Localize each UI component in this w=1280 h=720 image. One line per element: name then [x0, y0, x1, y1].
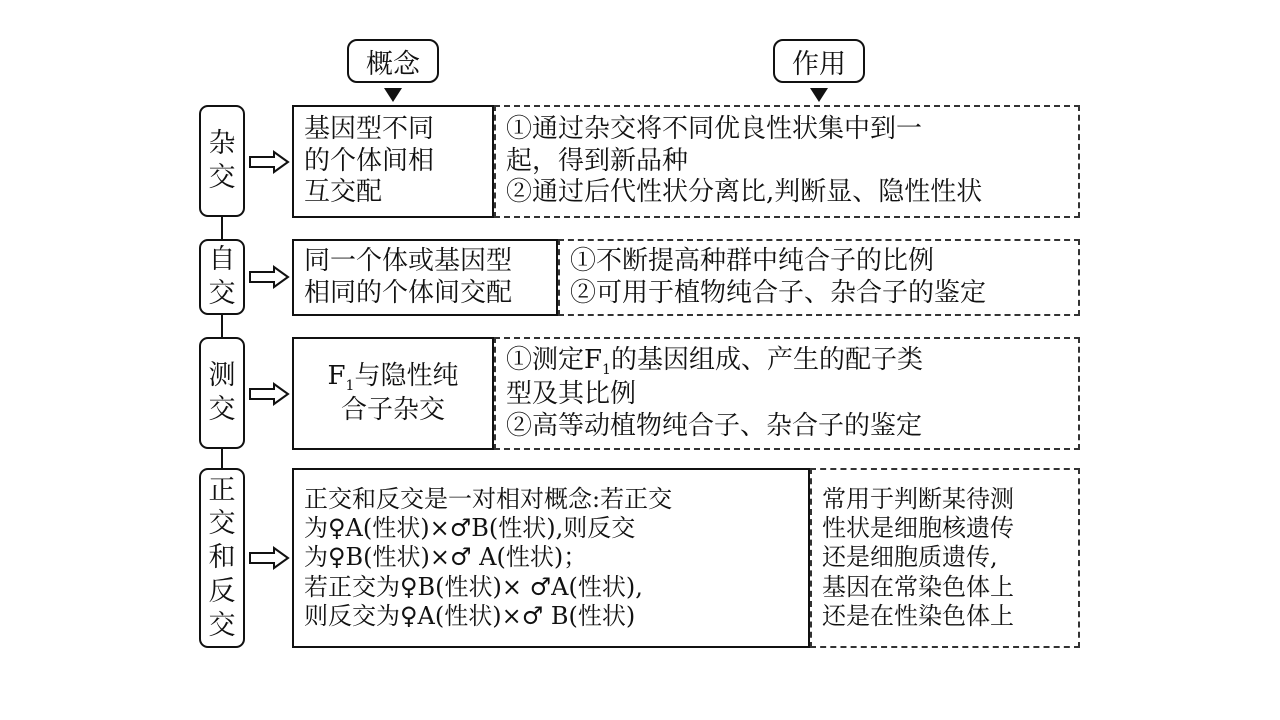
row-label-selfing: [199, 239, 245, 315]
concept-line: 为♀A(性状)×♂B(性状),则反交: [304, 514, 636, 543]
label-connector: [221, 449, 223, 469]
label-char: 反: [208, 575, 236, 607]
label-char: 自: [208, 244, 236, 276]
label-connector: [221, 314, 223, 338]
function-line: 性状是细胞核遗传: [822, 514, 1014, 543]
function-box-selfing: [558, 239, 1080, 316]
function-header-text: 作用: [792, 48, 846, 80]
concept-box-testcross: [292, 337, 494, 450]
concept-line: 同一个体或基因型: [304, 245, 513, 276]
label-char: 交: [208, 609, 236, 641]
concept-text: 与隐性纯: [354, 360, 459, 391]
label-char: 交: [208, 162, 236, 193]
function-line: 基因在常染色体上: [822, 572, 1014, 601]
concept-box-selfing: [292, 239, 558, 316]
function-line: ②高等动植物纯合子、杂合子的鉴定: [506, 410, 923, 441]
right-arrow-icon: [248, 383, 290, 405]
concept-line: [328, 361, 459, 395]
right-arrow-icon: [248, 266, 290, 288]
concept-header-text: 概念: [366, 48, 420, 80]
function-down-arrow-icon: [810, 88, 828, 102]
concept-line: 的个体间相: [304, 145, 435, 176]
concept-line: 基因型不同: [304, 113, 435, 144]
concept-line: 若正交为♀B(性状)× ♂A(性状),: [304, 572, 643, 601]
function-line: ①不断提高种群中纯合子的比例: [570, 245, 935, 276]
function-text: 的基因组成、产生的配子类: [610, 344, 923, 375]
label-char: 测: [208, 360, 236, 392]
function-line: 常用于判断某待测: [822, 484, 1014, 513]
function-line: ②通过后代性状分离比,判断显、隐性性状: [506, 177, 983, 208]
concept-box-hybridization: [292, 105, 494, 218]
function-text: ①测定F: [506, 344, 603, 375]
concept-down-arrow-icon: [384, 88, 402, 102]
row-label-testcross: [199, 337, 245, 449]
label-char: 和: [208, 542, 236, 574]
row-label-hybridization: [199, 105, 245, 217]
f-subscript: 1: [345, 377, 355, 394]
concept-line: 相同的个体间交配: [304, 277, 513, 308]
function-line: 型及其比例: [506, 378, 637, 409]
concept-box-reciprocal-cross: [292, 468, 810, 648]
concept-line: 正交和反交是一对相对概念:若正交: [304, 484, 673, 513]
function-line: [506, 345, 1068, 379]
function-line: ②可用于植物纯合子、杂合子的鉴定: [570, 277, 987, 308]
function-line: 还是细胞质遗传,: [822, 543, 998, 572]
function-line: 还是在性染色体上: [822, 601, 1014, 630]
label-char: 正: [208, 474, 236, 506]
concept-line: 为♀B(性状)×♂ A(性状)；: [304, 543, 588, 572]
concept-header: [347, 39, 439, 83]
concept-line: 合子杂交: [340, 394, 445, 425]
label-char: 交: [208, 278, 236, 309]
label-connector: [221, 216, 223, 240]
function-header: [773, 39, 865, 83]
label-char: 交: [208, 394, 236, 425]
f-symbol: F: [327, 360, 346, 391]
concept-line: 则反交为♀A(性状)×♂ B(性状): [304, 601, 636, 630]
right-arrow-icon: [248, 151, 290, 173]
label-char: 交: [208, 508, 236, 540]
f-subscript: 1: [602, 361, 611, 378]
function-line: ①通过杂交将不同优良性状集中到一: [506, 113, 923, 144]
function-line: 起，得到新品种: [506, 145, 689, 176]
function-box-hybridization: [494, 105, 1080, 218]
concept-line: 互交配: [304, 177, 383, 208]
function-box-testcross: [494, 337, 1080, 450]
function-box-reciprocal-cross: [810, 468, 1080, 648]
right-arrow-icon: [248, 547, 290, 569]
row-label-reciprocal-cross: [199, 468, 245, 648]
label-char: 杂: [208, 128, 236, 160]
